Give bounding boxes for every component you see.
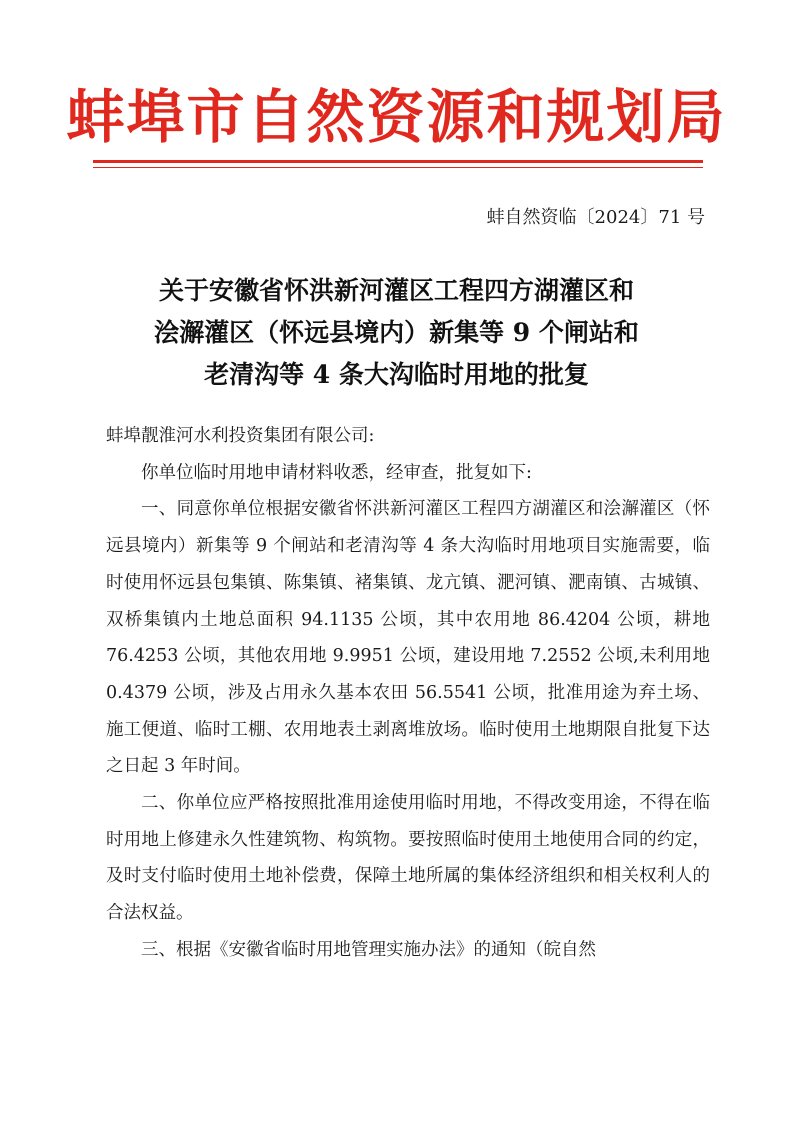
document-body [106, 418, 710, 969]
masthead-rule-thick [93, 160, 703, 163]
agency-masthead: 蚌埠市自然资源和规划局 [66, 83, 727, 151]
document-title [0, 270, 793, 396]
title-line-2: 浍澥灌区（怀远县境内）新集等 9 个闸站和 [154, 318, 639, 347]
paragraph-item-2: 二、你单位应严格按照批准用途使用临时用地，不得改变用途，不得在临时用地上修建永久性建筑物、构筑物。要按照临时使用土地使用合同的约定，及时支付临时使用土地补偿费，保障土地所属的集体经济组织和相关权利人的合法权益。 [106, 793, 710, 924]
document-number: 蚌自然资临〔2024〕71 号 [486, 207, 705, 228]
masthead-rule-thin [93, 167, 703, 168]
paragraph-item-1: 一、同意你单位根据安徽省怀洪新河灌区工程四方湖灌区和浍澥灌区（怀远县境内）新集等 9 个闸站和老清沟等 4 条大沟临时用地项目实施需要，临时使用怀远县包集镇、陈集镇、褚集镇、龙亢镇、淝河镇、淝南镇、古城镇、双桥集镇内土地总面积 94.1135 公顷，其中农用地 86.4204 公顷，耕地 76.4253 公顷，其他农用地 9.9951 公顷，建设用地 7.2552 公顷,未利用地 0.4379 公顷，涉及占用永久基本农田 56.5541 公顷，批准用途为弃土场、施工便道、临时工棚、农用地表土剥离堆放场。临时使用土地期限自批复下达之日起 3 年时间。 [106, 499, 710, 777]
paragraph-intro: 你单位临时用地申请材料收悉，经审查，批复如下: [141, 462, 532, 483]
salutation: 蚌埠靓淮河水利投资集团有限公司: [106, 426, 375, 446]
paragraph-item-3: 三、根据《安徽省临时用地管理实施办法》的通知（皖自然 [141, 939, 596, 960]
title-line-1: 关于安徽省怀洪新河灌区工程四方湖灌区和 [158, 276, 634, 305]
title-line-3: 老清沟等 4 条大沟临时用地的批复 [204, 360, 589, 389]
